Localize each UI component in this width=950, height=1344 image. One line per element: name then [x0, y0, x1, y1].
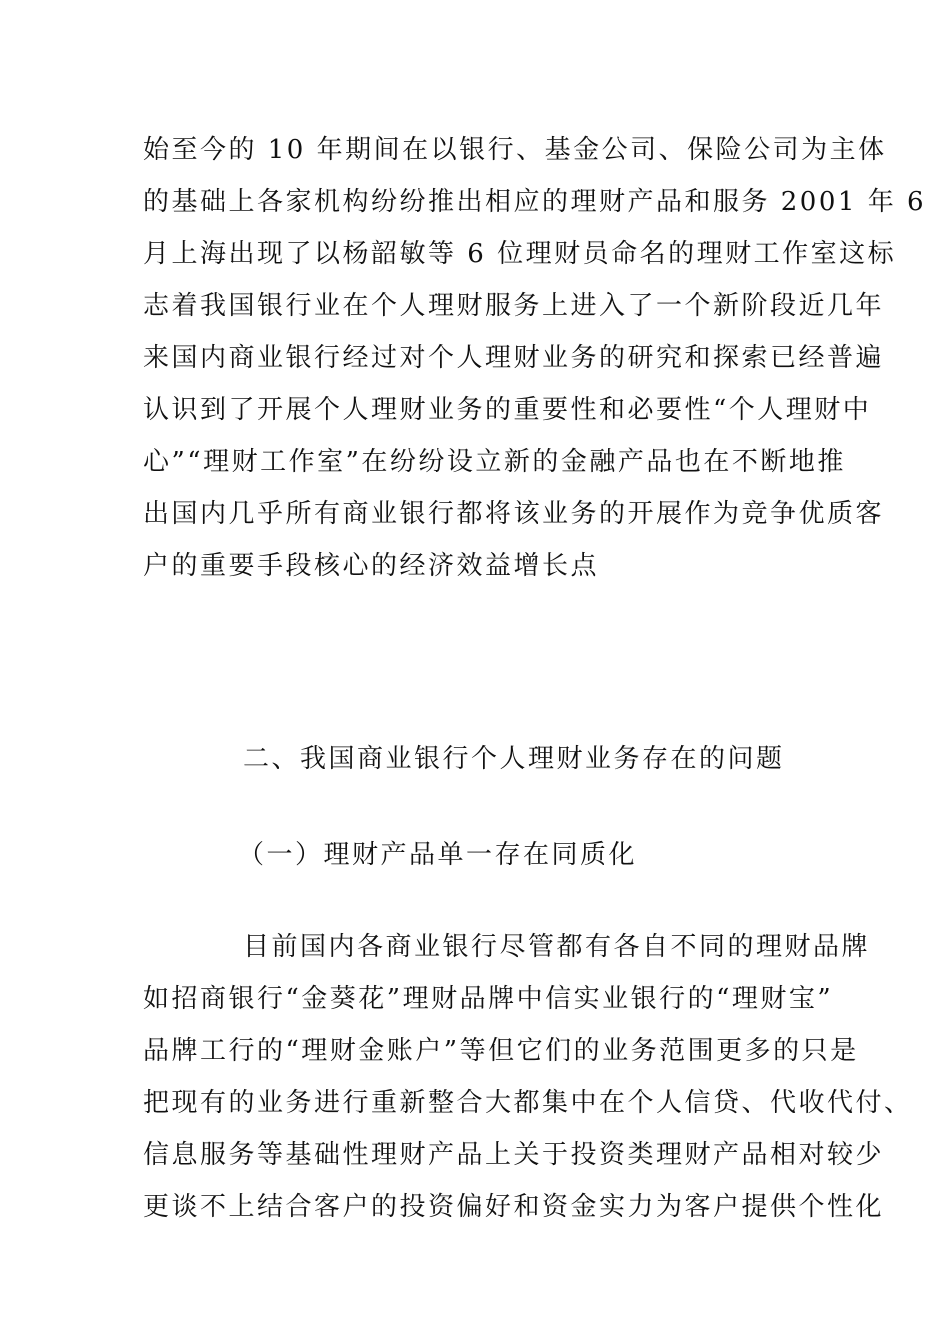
text-line: 心”“理财工作室”在纷纷设立新的金融产品也在不断地推 [143, 447, 846, 477]
text-line: 的基础上各家机构纷纷推出相应的理财产品和服务 2001 年 6 [143, 187, 927, 217]
text-line: 出国内几乎所有商业银行都将该业务的开展作为竞争优质客 [143, 499, 885, 529]
subsection-heading: （一）理财产品单一存在同质化 [238, 840, 638, 870]
text-line: 认识到了开展个人理财业务的重要性和必要性“个人理财中 [143, 395, 872, 425]
text-line: 来国内商业银行经过对个人理财业务的研究和探索已经普遍 [143, 343, 885, 373]
text-line: 月上海出现了以杨韶敏等 6 位理财员命名的理财工作室这标 [143, 239, 897, 269]
text-line: 信息服务等基础性理财产品上关于投资类理财产品相对较少 [143, 1140, 885, 1170]
text-line: 户的重要手段核心的经济效益增长点 [143, 551, 600, 581]
text-line: 始至今的 10 年期间在以银行、基金公司、保险公司为主体 [143, 135, 887, 165]
section-heading: 二、我国商业银行个人理财业务存在的问题 [243, 744, 785, 774]
text-line: 目前国内各商业银行尽管都有各自不同的理财品牌 [243, 932, 871, 962]
text-line: 把现有的业务进行重新整合大都集中在个人信贷、代收代付、 [143, 1088, 913, 1118]
text-line: 品牌工行的“理财金账户”等但它们的业务范围更多的只是 [143, 1036, 859, 1066]
text-line: 志着我国银行业在个人理财服务上进入了一个新阶段近几年 [143, 291, 885, 321]
text-line: 更谈不上结合客户的投资偏好和资金实力为客户提供个性化 [143, 1192, 885, 1222]
text-line: 如招商银行“金葵花”理财品牌中信实业银行的“理财宝” [143, 984, 834, 1014]
